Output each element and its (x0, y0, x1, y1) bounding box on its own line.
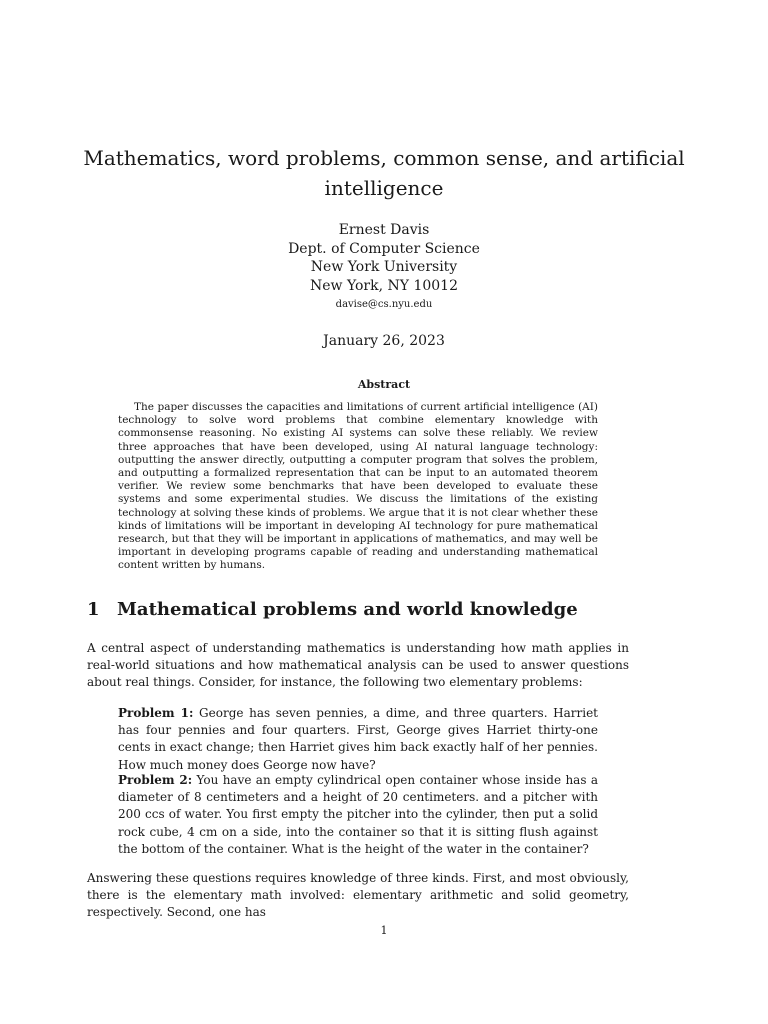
problem-2-text: You have an empty cylindrical open container whose inside has a diameter of 8 centimeters and a height of 20 centimeters. and a pitcher with 200 ccs of water. You first empty the pitcher into the cylinder, then put a solid rock cube, 4 cm on a side, into the container so that it is sitting flush against the bottom of the container. What is the height of the water in the container? (118, 773, 598, 856)
section-heading (87, 598, 578, 622)
paper-date: January 26, 2023 (323, 333, 445, 349)
closing-paragraph: Answering these questions requires knowledge of three kinds. First, and most obviously, there is the elementary math involved: elementary arithmetic and solid geometry, respectively. Second, one has (87, 871, 629, 920)
problem-1-text: George has seven pennies, a dime, and three quarters. Harriet has four pennies and four quarters. First, George gives Harriet thirty-one cents in exact change; then Harriet gives him back exactly half of her pennies. How much money does George now have? (118, 706, 598, 772)
section-title: Mathematical problems and world knowledge (117, 599, 578, 620)
author-location: New York, NY 10012 (310, 277, 458, 294)
author-email: davise@cs.nyu.edu (335, 299, 433, 310)
problem-1-label: Problem 1: (118, 706, 194, 720)
section-intro-paragraph: A central aspect of understanding mathematics is understanding how math applies in real-world situations and how mathematical analysis can be used to answer questions about real things. Consider, for instance, the following two elementary problems: (87, 641, 629, 690)
author-department: Dept. of Computer Science (288, 240, 480, 257)
problem-2 (118, 772, 598, 858)
page-number: 1 (380, 924, 388, 937)
author-block (0, 221, 768, 313)
problem-2-label: Problem 2: (118, 773, 193, 787)
abstract-heading: Abstract (357, 378, 411, 391)
author-institution: New York University (310, 259, 458, 275)
section-number: 1 (87, 599, 100, 620)
paper-title: Mathematics, word problems, common sense, and artificial intelligence (83, 146, 685, 200)
problem-1 (118, 705, 598, 774)
author-name: Ernest Davis (338, 222, 430, 238)
abstract-text: The paper discusses the capacities and limitations of current artificial intelligence (AI) technology to solve word problems that combine elementary knowledge with commonsense reasoning. No existing AI systems can solve these reliably. We review three approaches that have been developed, using AI natural language technology: outputting the answer directly, outputting a computer program that solves the problem, and outputting a formalized representation that can be input to an automated theorem verifier. We review some benchmarks that have been developed to evaluate these systems and some experimental studies. We discuss the limitations of the existing technology at solving these kinds of problems. We argue that it is not clear whether these kinds of limitations will be important in developing AI technology for pure mathematical research, but that they will be important in applications of mathematics, and may well be important in developing programs capable of reading and understanding mathematical content written by humans. (118, 401, 598, 572)
